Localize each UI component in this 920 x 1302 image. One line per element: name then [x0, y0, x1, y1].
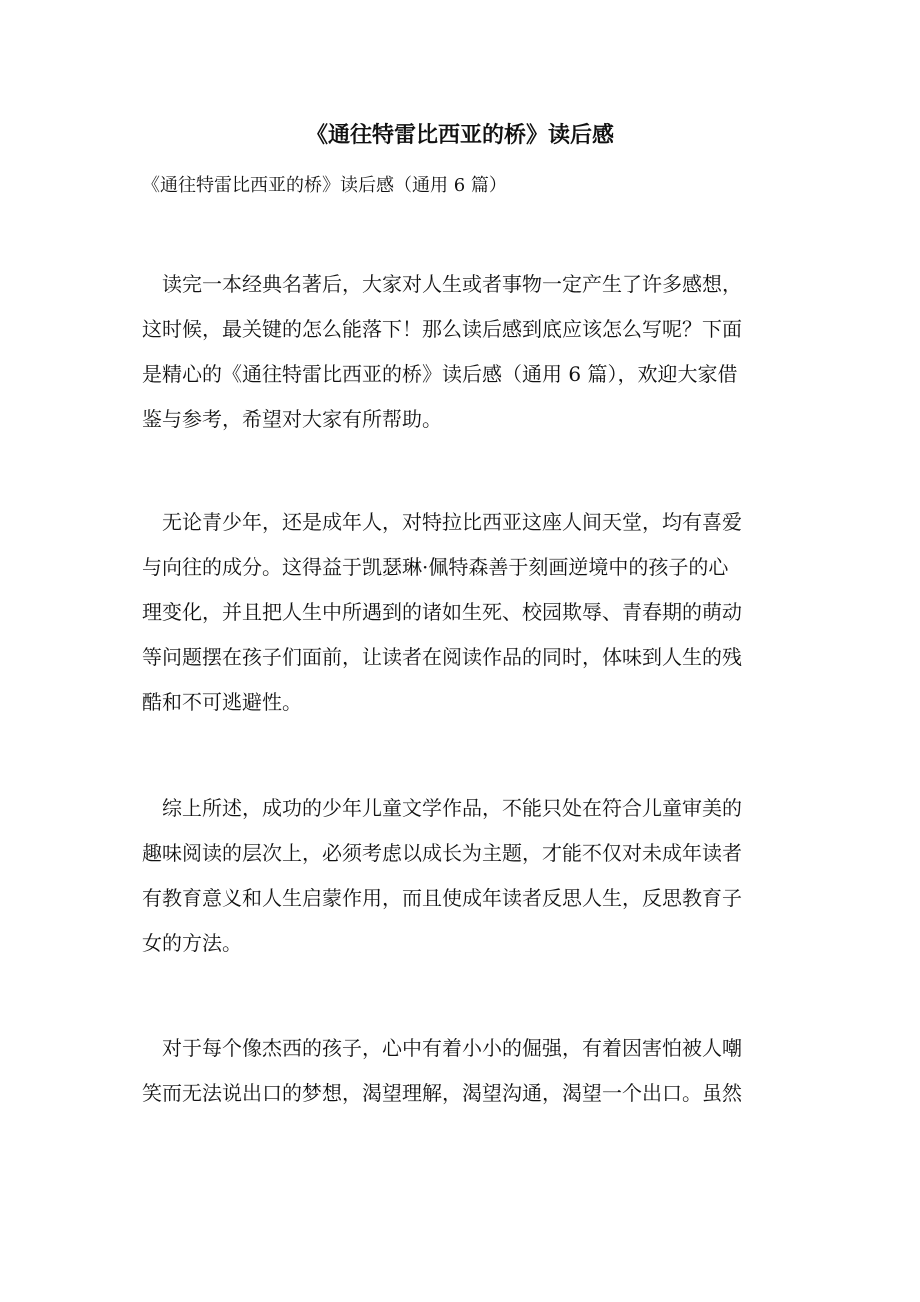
paragraph-line: 笑而无法说出口的梦想，渴望理解，渴望沟通，渴望一个出口。虽然: [142, 1081, 742, 1105]
paragraph-2: [142, 500, 782, 725]
paragraph-line: 鉴与参考，希望对大家有所帮助。: [142, 407, 442, 431]
paragraph-line: 与向往的成分。这得益于凯瑟琳·佩特森善于刻画逆境中的孩子的心: [142, 555, 729, 579]
paragraph-1: [142, 262, 782, 442]
paragraph-line: 女的方法。: [142, 931, 242, 955]
paragraph-line: 有教育意义和人生启蒙作用，而且使成年读者反思人生，反思教育子: [142, 886, 742, 910]
paragraph-line: 无论青少年，还是成年人，对特拉比西亚这座人间天堂，均有喜爱: [142, 510, 742, 534]
paragraph-line: 趣味阅读的层次上，必须考虑以成长为主题，才能不仅对未成年读者: [142, 841, 742, 865]
document-title: 《通往特雷比西亚的桥》读后感: [305, 122, 614, 148]
paragraph-line: 这时候，最关键的怎么能落下！那么读后感到底应该怎么写呢？下面: [142, 317, 742, 341]
paragraph-4: [142, 1026, 782, 1116]
document-subtitle: 《通往特雷比西亚的桥》读后感（通用 6 篇）: [142, 175, 507, 196]
paragraph-line: 综上所述，成功的少年儿童文学作品，不能只处在符合儿童审美的: [142, 796, 742, 820]
paragraph-line: 等问题摆在孩子们面前，让读者在阅读作品的同时，体味到人生的残: [142, 645, 742, 669]
paragraph-line: 读完一本经典名著后，大家对人生或者事物一定产生了许多感想，: [142, 272, 742, 296]
paragraph-3: [142, 786, 782, 966]
paragraph-line: 对于每个像杰西的孩子，心中有着小小的倔强，有着因害怕被人嘲: [142, 1036, 742, 1060]
paragraph-line: 是精心的《通往特雷比西亚的桥》读后感（通用 6 篇），欢迎大家借: [142, 362, 738, 386]
paragraph-line: 酷和不可逃避性。: [142, 690, 302, 714]
paragraph-line: 理变化，并且把人生中所遇到的诸如生死、校园欺辱、青春期的萌动: [142, 600, 742, 624]
